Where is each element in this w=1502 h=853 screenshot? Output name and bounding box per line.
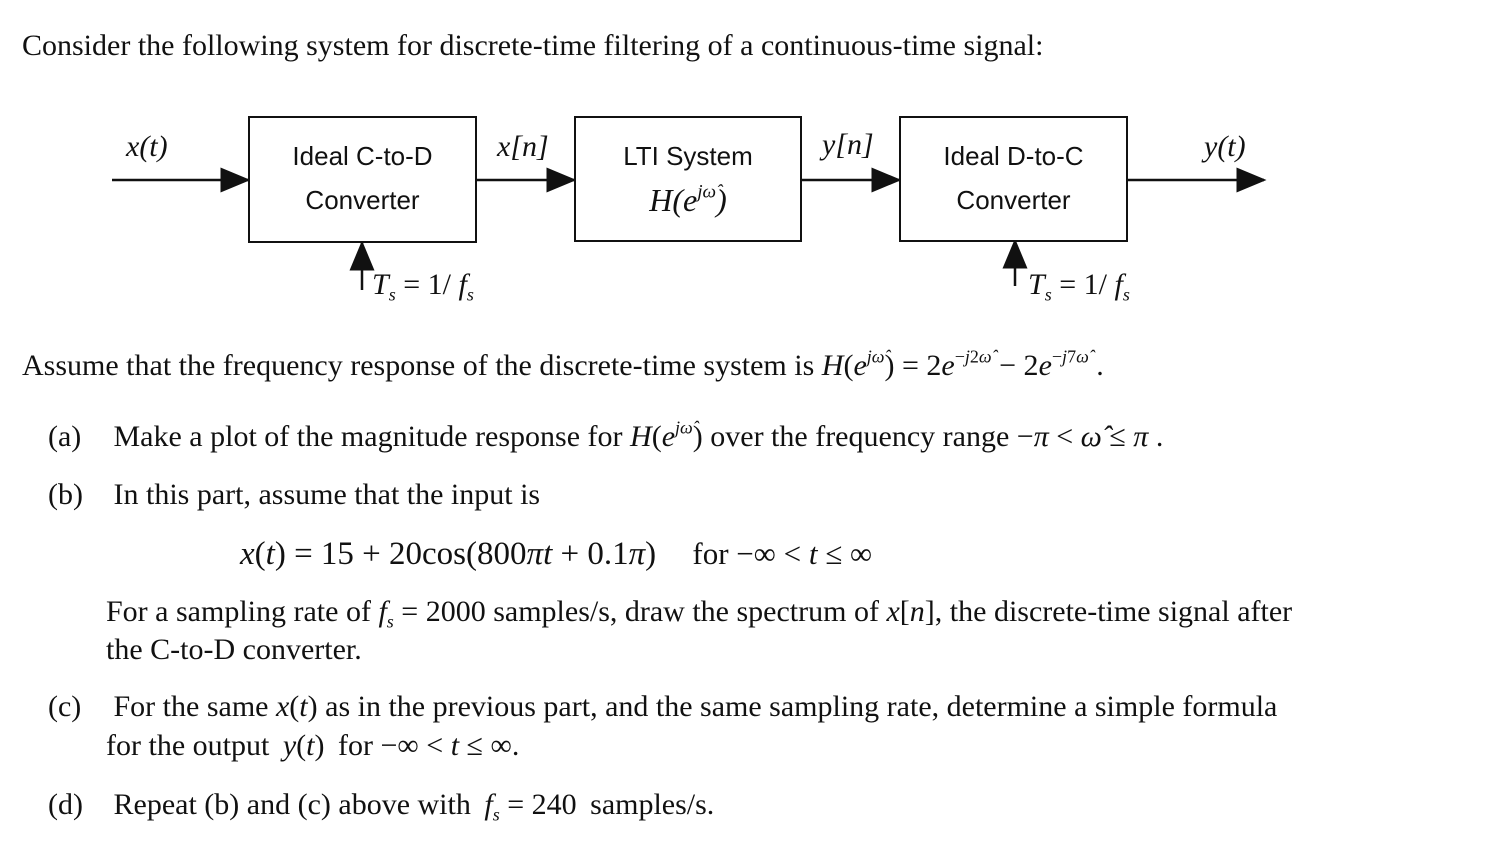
input-signal-label: x(t) — [126, 130, 168, 163]
d-to-c-line1: Ideal D-to-C — [943, 141, 1084, 171]
yn-signal-label: y[n] — [822, 128, 874, 161]
part-c-xt: x(t) — [275, 690, 318, 723]
lti-system-block — [574, 116, 802, 242]
part-b-line1-post: samples/s, draw the spectrum of — [493, 595, 879, 628]
sample-label-right: $T_s = 1/$ $f_s$ — [1028, 268, 1130, 305]
c-to-d-line2: Converter — [305, 185, 420, 215]
lti-line1: LTI System — [623, 141, 753, 171]
part-a-formula: $H(e^{j\omegâ})$ — [630, 417, 703, 453]
part-b-text: In this part, assume that the input is — [113, 478, 541, 511]
part-b-line1 — [106, 594, 1292, 630]
part-d — [48, 787, 714, 823]
d-to-c-block — [899, 116, 1128, 242]
assume-text: Assume that the frequency response of the discrete-time system is — [22, 349, 815, 382]
part-b-xn: x[n] — [886, 595, 935, 628]
part-c-yt: y(t) — [282, 729, 325, 762]
part-c-domain: for −∞ < t ≤ ∞. — [337, 729, 520, 762]
part-d-label: (d) — [48, 788, 83, 821]
part-a-text-pre: Make a plot of the magnitude response for — [113, 420, 623, 453]
part-a-label: (a) — [48, 420, 82, 453]
part-d-text-pre: Repeat (b) and (c) above with — [113, 788, 471, 821]
part-b-label: (b) — [48, 478, 83, 511]
part-c-line1-pre: For the same — [113, 690, 269, 723]
part-b — [48, 477, 540, 513]
part-d-rate: $f_s = 240$ — [484, 788, 577, 825]
part-c-line2 — [106, 728, 519, 764]
part-a-range: −π < ω̂ ≤ π . — [1016, 420, 1164, 453]
part-c-line2-pre: for the output — [106, 729, 270, 762]
assume-formula: $H(e^{j\omegâ}) = 2e^{-j2\omegâ} - 2e^{-j7\omegâ}$ . — [821, 346, 1104, 382]
c-to-d-block — [248, 116, 477, 243]
assume-line — [22, 348, 1104, 384]
intro-text: Consider the following system for discrete-time filtering of a continuous-time signal: — [22, 29, 1044, 62]
part-a — [48, 419, 1163, 455]
part-b-rate: $f_s = 2000$ — [378, 595, 486, 632]
part-b-line1-pre: For a sampling rate of — [106, 595, 371, 628]
part-c-line1-post: as in the previous part, and the same sampling rate, determine a simple formula — [325, 690, 1278, 723]
part-c — [48, 689, 1277, 725]
sample-label-left: $T_s = 1/$ $f_s$ — [372, 268, 474, 305]
part-b-line2: the C-to-D converter. — [106, 633, 362, 666]
part-b-equation: x(t) = 15 + 20cos(800πt + 0.1π) for −∞ < t ≤ ∞ — [240, 536, 873, 572]
part-a-text-post: over the frequency range — [710, 420, 1010, 453]
output-signal-label: y(t) — [1204, 130, 1246, 163]
c-to-d-line1: Ideal C-to-D — [292, 141, 433, 171]
part-c-label: (c) — [48, 690, 82, 723]
part-b-line1-tail: , the discrete-time signal after — [934, 595, 1293, 628]
part-b-domain: for −∞ < t ≤ ∞ — [692, 536, 873, 571]
xn-signal-label: x[n] — [497, 130, 549, 163]
part-d-text-post: samples/s. — [590, 788, 715, 821]
lti-line2: $H(e^{j\omegâ})$ — [649, 181, 727, 218]
d-to-c-line2: Converter — [956, 185, 1071, 215]
